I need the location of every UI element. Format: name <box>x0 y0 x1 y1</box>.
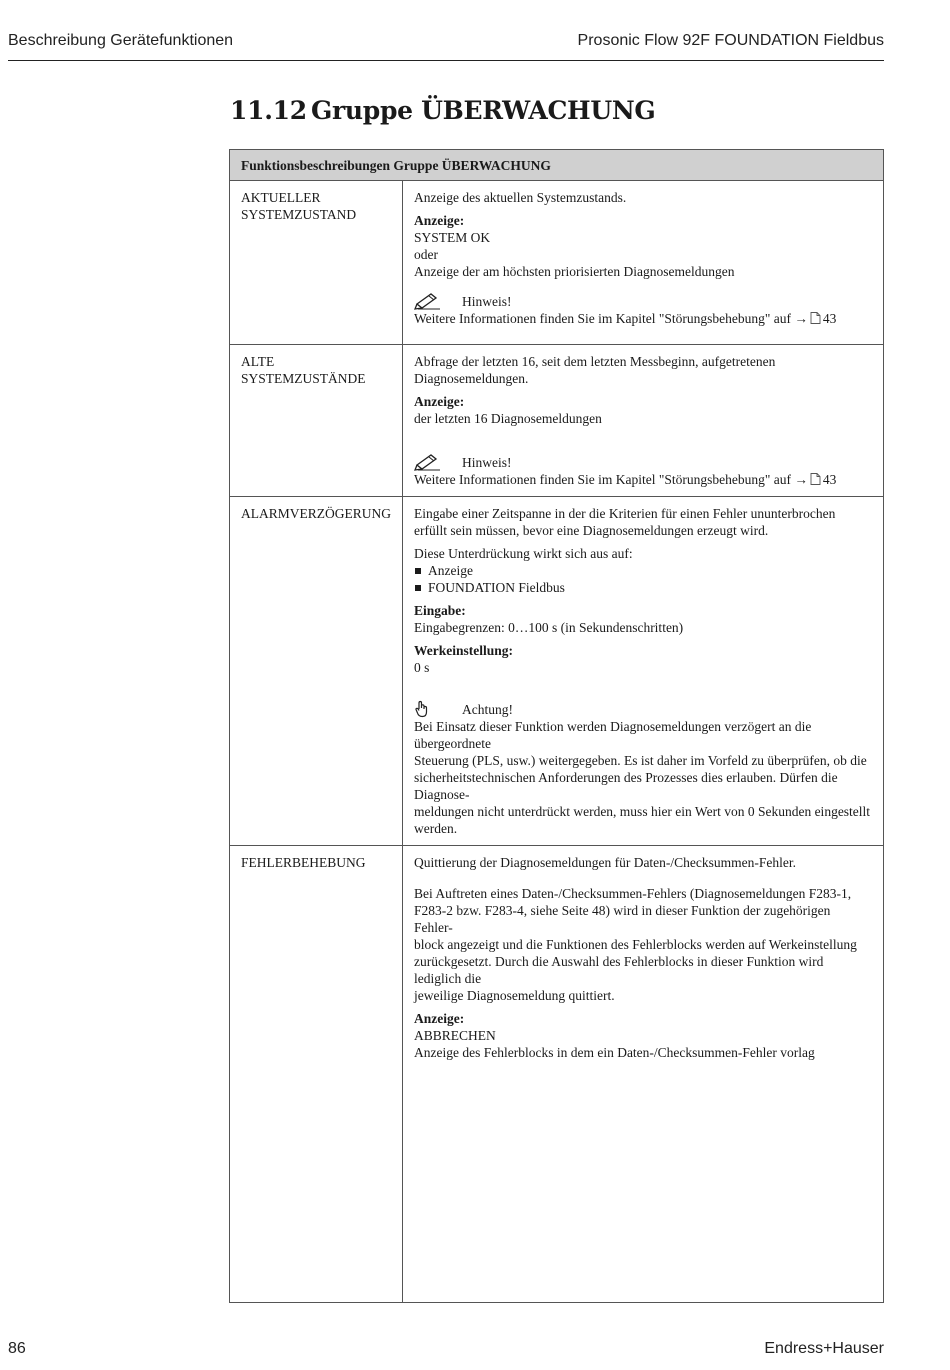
running-header-left: Beschreibung Gerätefunktionen <box>8 32 234 49</box>
table-row <box>230 497 884 846</box>
description-text: Anzeige des aktuellen Systemzustands. <box>414 190 627 205</box>
pencil-note-icon <box>414 292 462 310</box>
note <box>414 453 872 471</box>
header-rule <box>8 60 884 61</box>
body-text: Bei Auftreten eines Daten-/Checksummen-Fehlers (Diagnosemeldungen F283-1, <box>414 886 852 901</box>
anzeige-label: Anzeige: <box>414 394 465 409</box>
page-number: 86 <box>8 1340 26 1357</box>
function-label: FEHLERBEHEBUNG <box>230 846 403 1303</box>
section-title <box>230 96 655 125</box>
table-row <box>230 181 884 345</box>
function-label: AKTUELLER SYSTEMZUSTAND <box>230 181 403 345</box>
description-text: Quittierung der Diagnosemeldungen für Daten-/Checksummen-Fehler. <box>414 855 797 870</box>
werkeinstellung-value: 0 s <box>414 660 430 675</box>
body-text: jeweilige Diagnosemeldung quittiert. <box>414 988 615 1003</box>
pencil-note-icon <box>414 453 462 471</box>
caution-text: Bei Einsatz dieser Funktion werden Diagnosemeldungen verzögert an die übergeordnete <box>414 719 812 751</box>
page-reference-icon <box>810 312 821 324</box>
body-text: zurückgesetzt. Durch die Auswahl des Fehlerblocks in dieser Funktion wird lediglich die <box>414 954 824 986</box>
note-page-number: 43 <box>822 472 837 487</box>
anzeige-label: Anzeige: <box>414 1011 465 1026</box>
brand-footer: Endress+Hauser <box>764 1340 884 1357</box>
anzeige-value: oder <box>414 247 438 262</box>
note <box>414 292 872 310</box>
werkeinstellung-label: Werkeinstellung: <box>414 643 514 658</box>
list-item: Anzeige <box>414 562 872 579</box>
note-title: Hinweis! <box>462 293 512 309</box>
description-text: Eingabe einer Zeitspanne in der die Kriterien für einen Fehler ununterbrochen <box>414 506 836 521</box>
description-text: Abfrage der letzten 16, seit dem letzten Messbeginn, aufgetretenen Diagnosemeldungen. <box>414 354 776 386</box>
spacer <box>414 871 872 885</box>
note-text: Weitere Informationen finden Sie im Kapitel "Störungsbehebung" auf → 43 <box>414 311 837 326</box>
anzeige-value: Anzeige der am höchsten priorisierten Diagnosemeldungen <box>414 264 735 279</box>
page-reference-icon <box>810 473 821 485</box>
table-row <box>230 846 884 1303</box>
function-description <box>403 345 884 497</box>
caution <box>414 700 872 718</box>
caution-text: sicherheitstechnischen Anforderungen des Prozesses dies erlauben. Dürfen die Diagnose- <box>414 770 838 802</box>
effect-list <box>414 562 872 596</box>
table-header: Funktionsbeschreibungen Gruppe ÜBERWACHUNG <box>230 150 884 181</box>
function-label: ALTE SYSTEMZUSTÄNDE <box>230 345 403 497</box>
caution-text: werden. <box>414 821 458 836</box>
caution-title: Achtung! <box>462 701 513 717</box>
function-table <box>229 149 884 1303</box>
caution-text: meldungen nicht unterdrückt werden, muss hier ein Wert von 0 Sekunden eingestellt <box>414 804 871 819</box>
effect-intro: Diese Unterdrückung wirkt sich aus auf: <box>414 546 633 561</box>
anzeige-value: ABBRECHEN <box>414 1028 496 1043</box>
anzeige-label: Anzeige: <box>414 213 465 228</box>
function-description <box>403 846 884 1303</box>
running-header-right: Prosonic Flow 92F FOUNDATION Fieldbus <box>577 32 884 49</box>
caution-text: Steuerung (PLS, usw.) weitergegeben. Es ist daher im Vorfeld zu überprüfen, ob die <box>414 753 867 768</box>
anzeige-value: der letzten 16 Diagnosemeldungen <box>414 411 602 426</box>
function-label: ALARMVERZÖGERUNG <box>230 497 403 846</box>
note-text: Weitere Informationen finden Sie im Kapitel "Störungsbehebung" auf → 43 <box>414 472 837 487</box>
note-page-number: 43 <box>822 311 837 326</box>
body-text: block angezeigt und die Funktionen des Fehlerblocks werden auf Werkeinstellung <box>414 937 857 952</box>
function-description <box>403 497 884 846</box>
function-description <box>403 181 884 345</box>
table-row <box>230 345 884 497</box>
body-text: F283-2 bzw. F283-4, siehe Seite 48) wird in dieser Funktion der zugehörigen Fehler- <box>414 903 831 935</box>
hand-caution-icon <box>414 700 462 718</box>
eingabe-label: Eingabe: <box>414 603 466 618</box>
eingabe-value: Eingabegrenzen: 0…100 s (in Sekundenschritten) <box>414 620 684 635</box>
note-title: Hinweis! <box>462 454 512 470</box>
description-text: erfüllt sein müssen, bevor eine Diagnosemeldungen erzeugt wird. <box>414 523 769 538</box>
section-title-text: Gruppe ÜBERWACHUNG <box>311 96 656 125</box>
anzeige-value: SYSTEM OK <box>414 230 491 245</box>
section-number: 11.12 <box>230 96 307 125</box>
list-item: FOUNDATION Fieldbus <box>414 579 872 596</box>
anzeige-value: Anzeige des Fehlerblocks in dem ein Daten-/Checksummen-Fehler vorlag <box>414 1045 815 1060</box>
